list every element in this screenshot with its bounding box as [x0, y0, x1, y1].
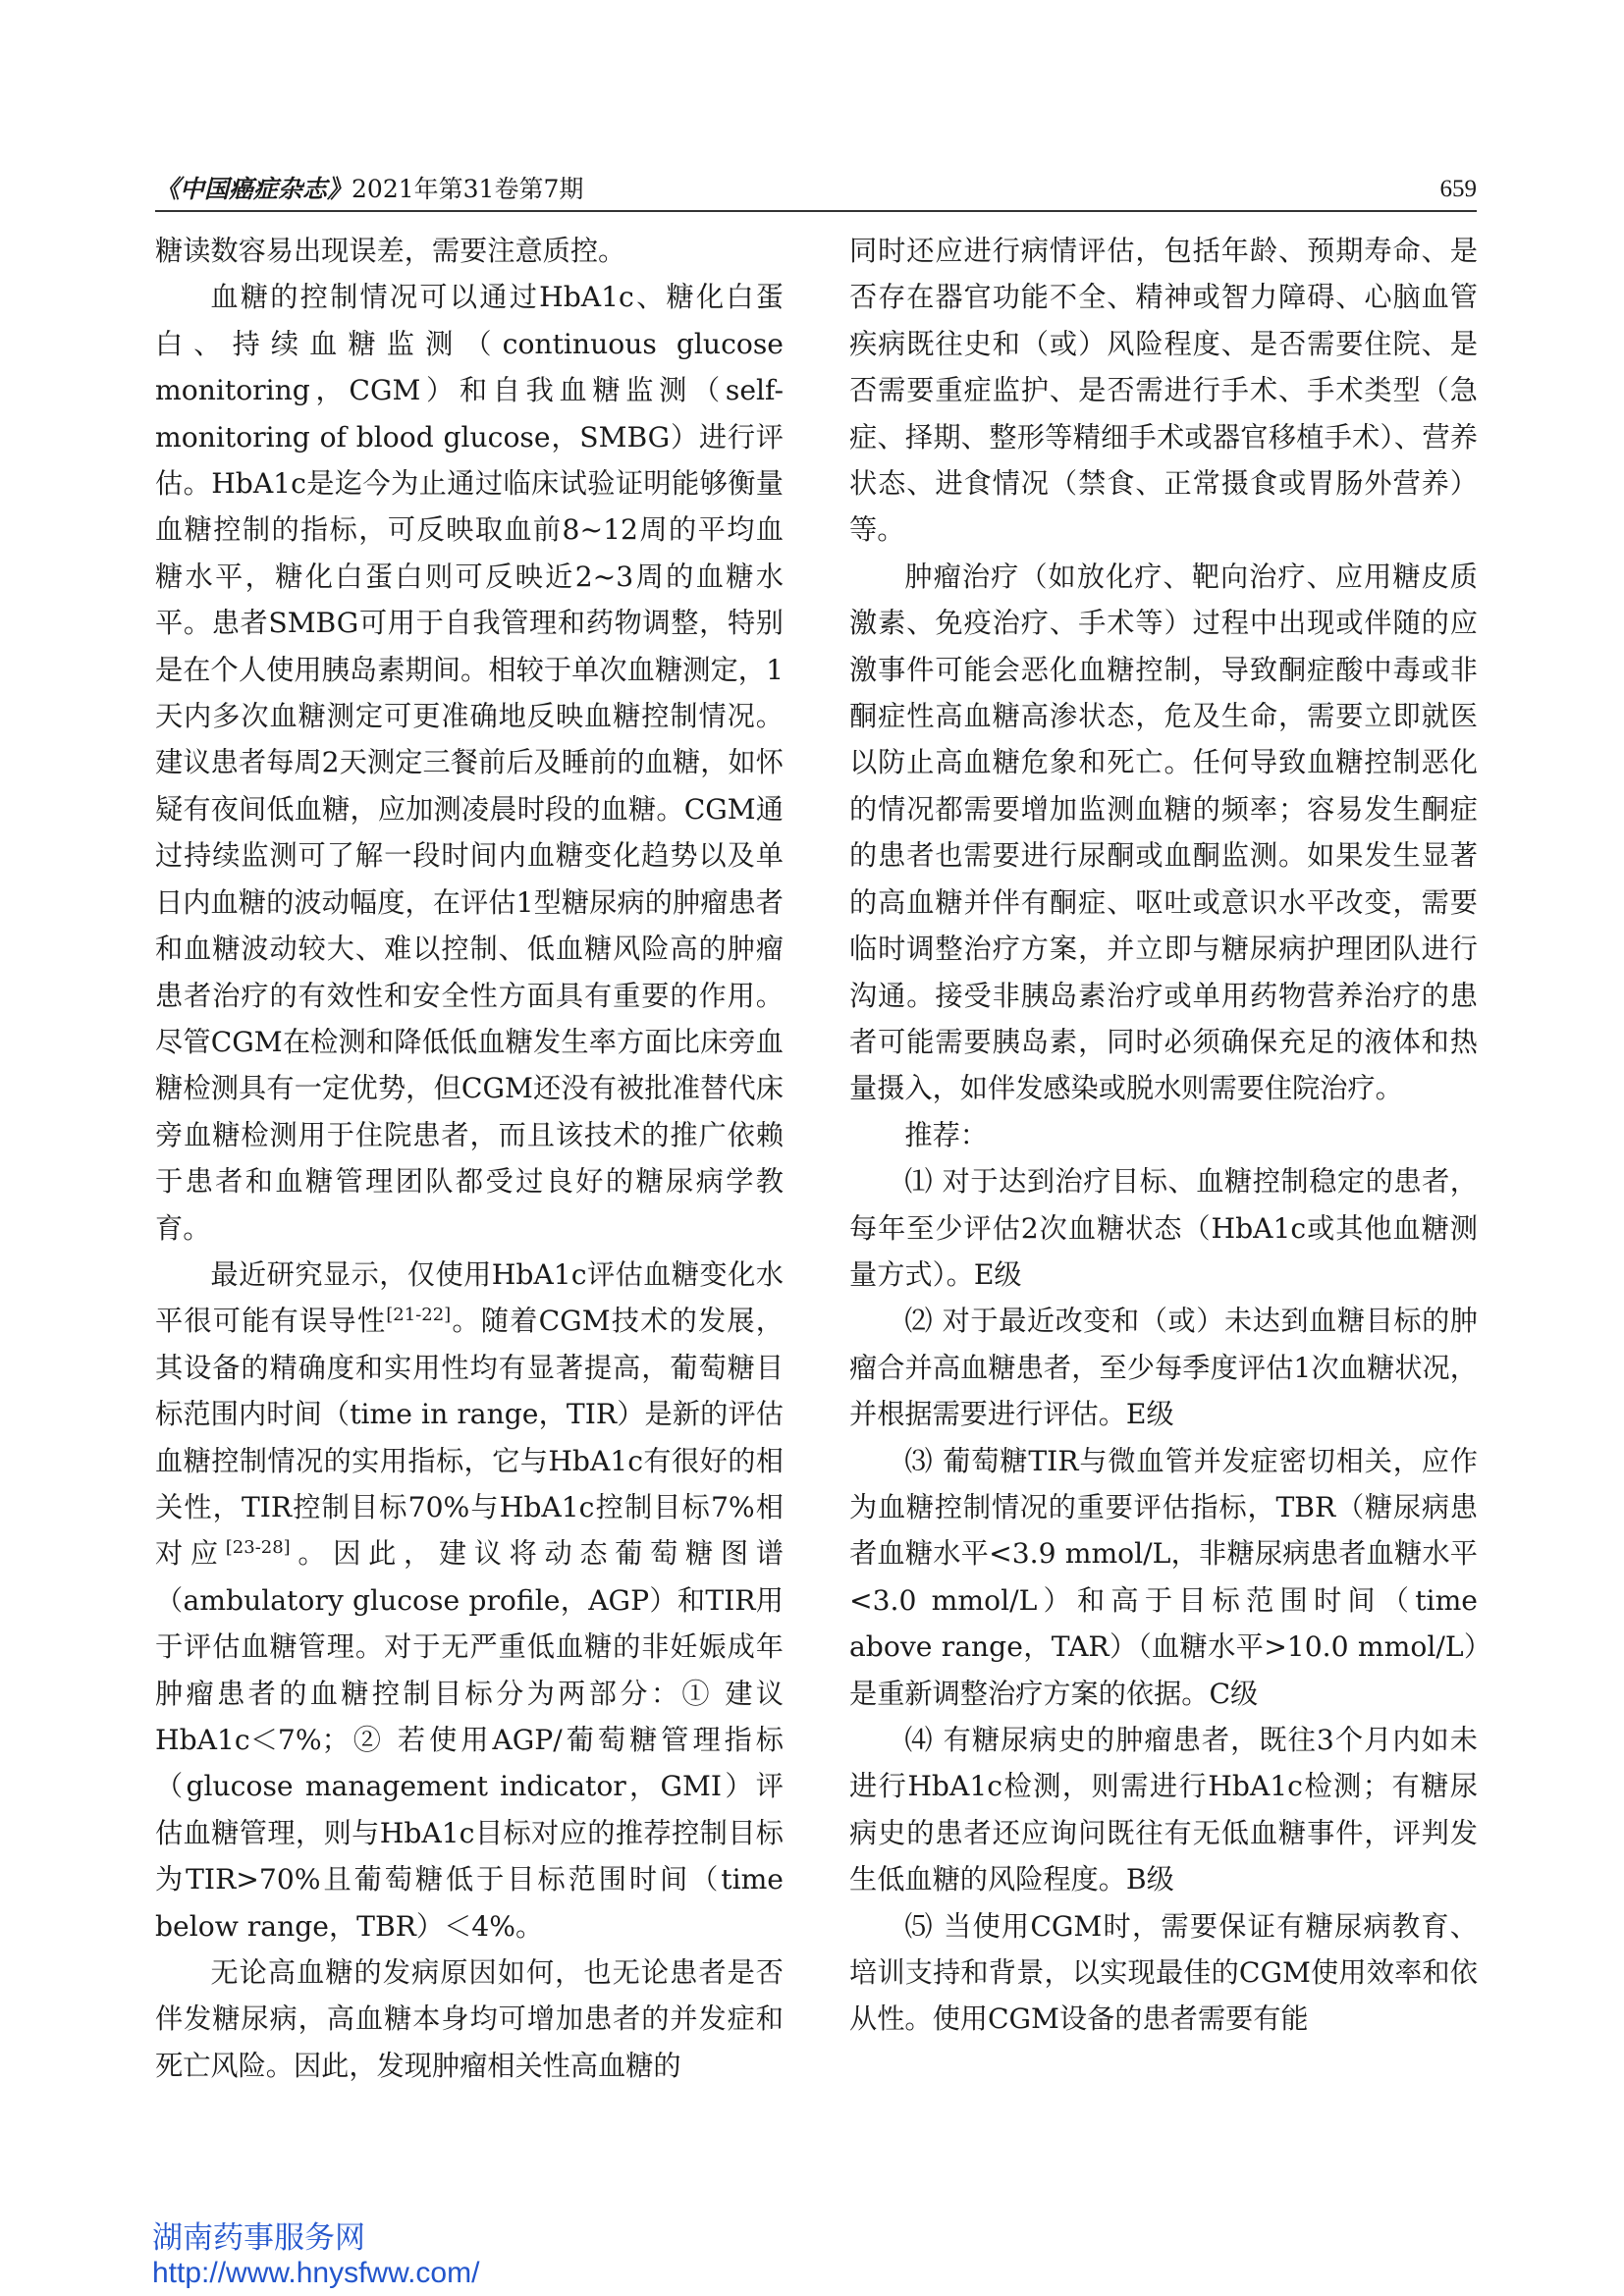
citation-ref: [23-28] [225, 1537, 291, 1559]
watermark-site-name: 湖南药事服务网 [152, 2220, 365, 2256]
running-header [155, 175, 1477, 212]
watermark-url[interactable]: http://www.hnysfww.com/ [152, 2257, 480, 2289]
paragraph: 血糖的控制情况可以通过HbA1c、糖化白蛋白、持续血糖监测（continuous glucose monitoring，CGM）和自我血糖监测（self-monitoring of blood glucose，SMBG）进行评估。HbA1c是迄今为止通过临床试验证明能够衡量血糖控制的指标，可反映取血前8~12周的平均血糖水平，糖化白蛋白则可反映近2~3周的血糖水平。患者SMBG可用于自我管理和药物调整，特别是在个人使用胰岛素期间。相较于单次血糖测定，1天内多次血糖测定可更准确地反映血糖控制情况。建议患者每周2天测定三餐前后及睡前的血糖，如怀疑有夜间低血糖，应加测凌晨时段的血糖。CGM通过持续监测可了解一段时间内血糖变化趋势以及单日内血糖的波动幅度，在评估1型糖尿病的肿瘤患者和血糖波动较大、难以控制、低血糖风险高的肿瘤患者治疗的有效性和安全性方面具有重要的作用。尽管CGM在检测和降低低血糖发生率方面比床旁血糖检测具有一定优势，但CGM还没有被批准替代床旁血糖检测用于住院患者，而且该技术的推广依赖于患者和血糖管理团队都受过良好的糖尿病学教育。 [155, 281, 784, 1245]
paragraph: 无论高血糖的发病原因如何，也无论患者是否伴发糖尿病，高血糖本身均可增加患者的并发症和死亡风险。因此，发现肿瘤相关性高血糖的 [155, 1956, 784, 2082]
recommendation-item: ⑵ 对于最近改变和（或）未达到血糖目标的肿瘤合并高血糖患者，至少每季度评估1次血糖状况，并根据需要进行评估。E级 [849, 1305, 1478, 1431]
journal-citation [155, 175, 583, 204]
paragraph [155, 1252, 784, 1949]
paragraph: 肿瘤治疗（如放化疗、靶向治疗、应用糖皮质激素、免疫治疗、手术等）过程中出现或伴随的应激事件可能会恶化血糖控制，导致酮症酸中毒或非酮症性高血糖高渗状态，危及生命，需要立即就医以防止高血糖危象和死亡。任何导致血糖控制恶化的情况都需要增加监测血糖的频率；容易发生酮症的患者也需要进行尿酮或血酮监测。如果发生显著的高血糖并伴有酮症、呕吐或意识水平改变，需要临时调整治疗方案，并立即与糖尿病护理团队进行沟通。接受非胰岛素治疗或单用药物营养治疗的患者可能需要胰岛素，同时必须确保充足的液体和热量摄入，如伴发感染或脱水则需要住院治疗。 [849, 560, 1478, 1105]
paragraph-text: 。因此，建议将动态葡萄糖图谱（ambulatory glucose profile，AGP）和TIR用于评估血糖管理。对于无严重低血糖的非妊娠成年肿瘤患者的血糖控制目标分为两部分：① 建议HbA1c＜7%；② 若使用AGP/葡萄糖管理指标（glucose management indicator，GMI）评估血糖管理，则与HbA1c目标对应的推荐控制目标为TIR>70%且葡萄糖低于目标范围时间（time below range，TBR）＜4%。 [155, 1537, 784, 1943]
paragraph-text: 。随着CGM技术的发展，其设备的精确度和实用性均有显著提高，葡萄糖目标范围内时间（time in range，TIR）是新的评估血糖控制情况的实用指标，它与HbA1c有很好的相关性，TIR控制目标70%与HbA1c控制目标7%相对应 [155, 1305, 784, 1571]
left-column [155, 228, 784, 2089]
recommendation-item: ⑴ 对于达到治疗目标、血糖控制稳定的患者，每年至少评估2次血糖状态（HbA1c或其他血糖测量方式）。E级 [849, 1165, 1478, 1291]
recommendation-item: ⑸ 当使用CGM时，需要保证有糖尿病教育、培训支持和背景，以实现最佳的CGM使用效率和依从性。使用CGM设备的患者需要有能 [849, 1909, 1478, 2036]
paragraph: 同时还应进行病情评估，包括年龄、预期寿命、是否存在器官功能不全、精神或智力障碍、心脑血管疾病既往史和（或）风险程度、是否需要住院、是否需要重症监护、是否需进行手术、手术类型（急症、择期、整形等精细手术或器官移植手术）、营养状态、进食情况（禁食、正常摄食或胃肠外营养）等。 [849, 235, 1478, 547]
site-watermark [152, 2220, 479, 2291]
recommendation-item: ⑶ 葡萄糖TIR与微血管并发症密切相关，应作为血糖控制情况的重要评估指标，TBR（糖尿病患者血糖水平<3.9 mmol/L，非糖尿病患者血糖水平<3.0 mmol/L）和高于目标范围时间（time above range，TAR）（血糖水平>10.0 mmol/L）是重新调整治疗方案的依据。C级 [849, 1444, 1478, 1710]
paragraph: 糖读数容易出现误差，需要注意质控。 [155, 235, 626, 267]
journal-title: 《中国癌症杂志》 [155, 175, 352, 203]
page-number: 659 [1439, 176, 1477, 202]
right-column [849, 228, 1478, 2043]
paragraph-text: 最近研究显示，仅使用HbA1c评估血糖变化水平很可能有误导性 [155, 1257, 784, 1338]
citation-ref: [21-22] [386, 1305, 452, 1326]
recommendation-heading: 推荐： [904, 1118, 988, 1151]
journal-issue: 2021年第31卷第7期 [352, 175, 584, 203]
recommendation-item: ⑷ 有糖尿病史的肿瘤患者，既往3个月内如未进行HbA1c检测，则需进行HbA1c检测；有糖尿病史的患者还应询问既往有无低血糖事件，评判发生低血糖的风险程度。B级 [849, 1724, 1478, 1896]
